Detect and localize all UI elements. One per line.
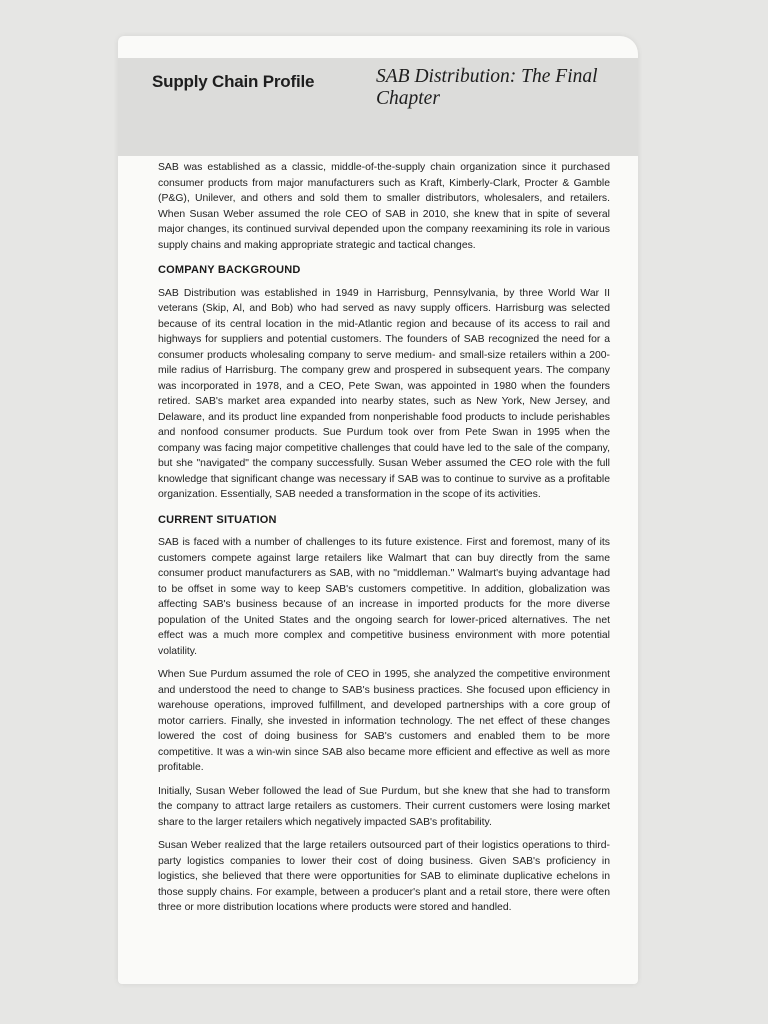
profile-title: SAB Distribution: The Final Chapter [376,66,598,109]
paragraph-current-situation-3: Initially, Susan Weber followed the lead of Sue Purdum, but she knew that she had to transform the company to attract large retailers as customers. Their current customers were losing market share to the larger retailers which negatively impacted SAB's profitability. [158,785,610,828]
intro-paragraph: SAB was established as a classic, middle-of-the-supply chain organization since it purchased consumer products from major manufacturers such as Kraft, Kimberly-Clark, Procter & Gamble (P&G), Unilever, and others and sold them to smaller distributors, wholesalers, and retailers. When Susan Weber assumed the role CEO of SAB in 2010, she knew that in spite of several major changes, its continued survival depended upon the company reexamining its role in various supply chains and making appropriate strategic and tactical changes. [158,162,610,251]
paragraph-current-situation-4: Susan Weber realized that the large retailers outsourced part of their logistics operations to third-party logistics companies to lower their cost of doing business. Given SAB's proficiency in logistics, she believed that there were opportunities for SAB to eliminate duplicative echelons in those supply chains. For example, between a producer's plant and a retail store, there were often three or more distribution locations where products were stored and handled. [158,840,610,913]
section-heading-current-situation: CURRENT SITUATION [158,513,277,526]
article-body [158,160,610,924]
section-heading-company-background: COMPANY BACKGROUND [158,264,301,276]
section-label: Supply Chain Profile [152,72,315,91]
paragraph-current-situation-2: When Sue Purdum assumed the role of CEO in 1995, she analyzed the competitive environment and understood the need to change to SAB's business practices. She focused upon efficiency in warehouse operations, improved fulfillment, and developed partnerships with a core group of motor carriers. Finally, she invested in information technology. The net effect of these changes lowered the cost of doing business for SAB's customers and enabled them to be more competitive. It was a win-win since SAB also became more efficient and effective as well as more profitable. [158,669,610,773]
book-page [118,36,638,984]
paragraph-current-situation-1: SAB is faced with a number of challenges to its future existence. First and foremost, many of its customers compete against large retailers like Walmart that can buy directly from the same consumer product manufacturers as SAB, with no "middleman." Walmart's buying advantage had to be offset in some way to keep SAB's customers competitive. In addition, globalization was affecting SAB's business because of an increase in imported products for the more diverse population of the United States and the ongoing search for lower-priced alternatives. The net effect was a much more complex and competitive business environment with more potential volatility. [158,537,610,657]
paragraph-company-background: SAB Distribution was established in 1949 in Harrisburg, Pennsylvania, by three World War II veterans (Skip, Al, and Bob) who had served as navy supply officers. Harrisburg was selected because of its central location in the mid-Atlantic region and because of its access to rail and highways for suppliers and potential customers. The founders of SAB recognized the need for a consumer products wholesaling company to serve medium- and small-size retailers within a 200-mile radius of Harrisburg. The company grew and prospered in subsequent years. The company was incorporated in 1978, and a CEO, Pete Swan, was appointed in 1980 when the founders retired. SAB's market area expanded into nearby states, such as New York, New Jersey, and Delaware, and its product line expanded from nonperishable food products to include perishables and nonfood consumer products. Sue Purdum took over from Pete Swan in 1995 when the company was facing major competitive challenges that could have led to the sale of the company, but she "navigated" the company successfully. Susan Weber assumed the CEO role with the full knowledge that significant change was necessary if SAB was to continue to survive as a profitable organization. Essentially, SAB needed a transformation in the scope of its activities. [158,287,610,500]
